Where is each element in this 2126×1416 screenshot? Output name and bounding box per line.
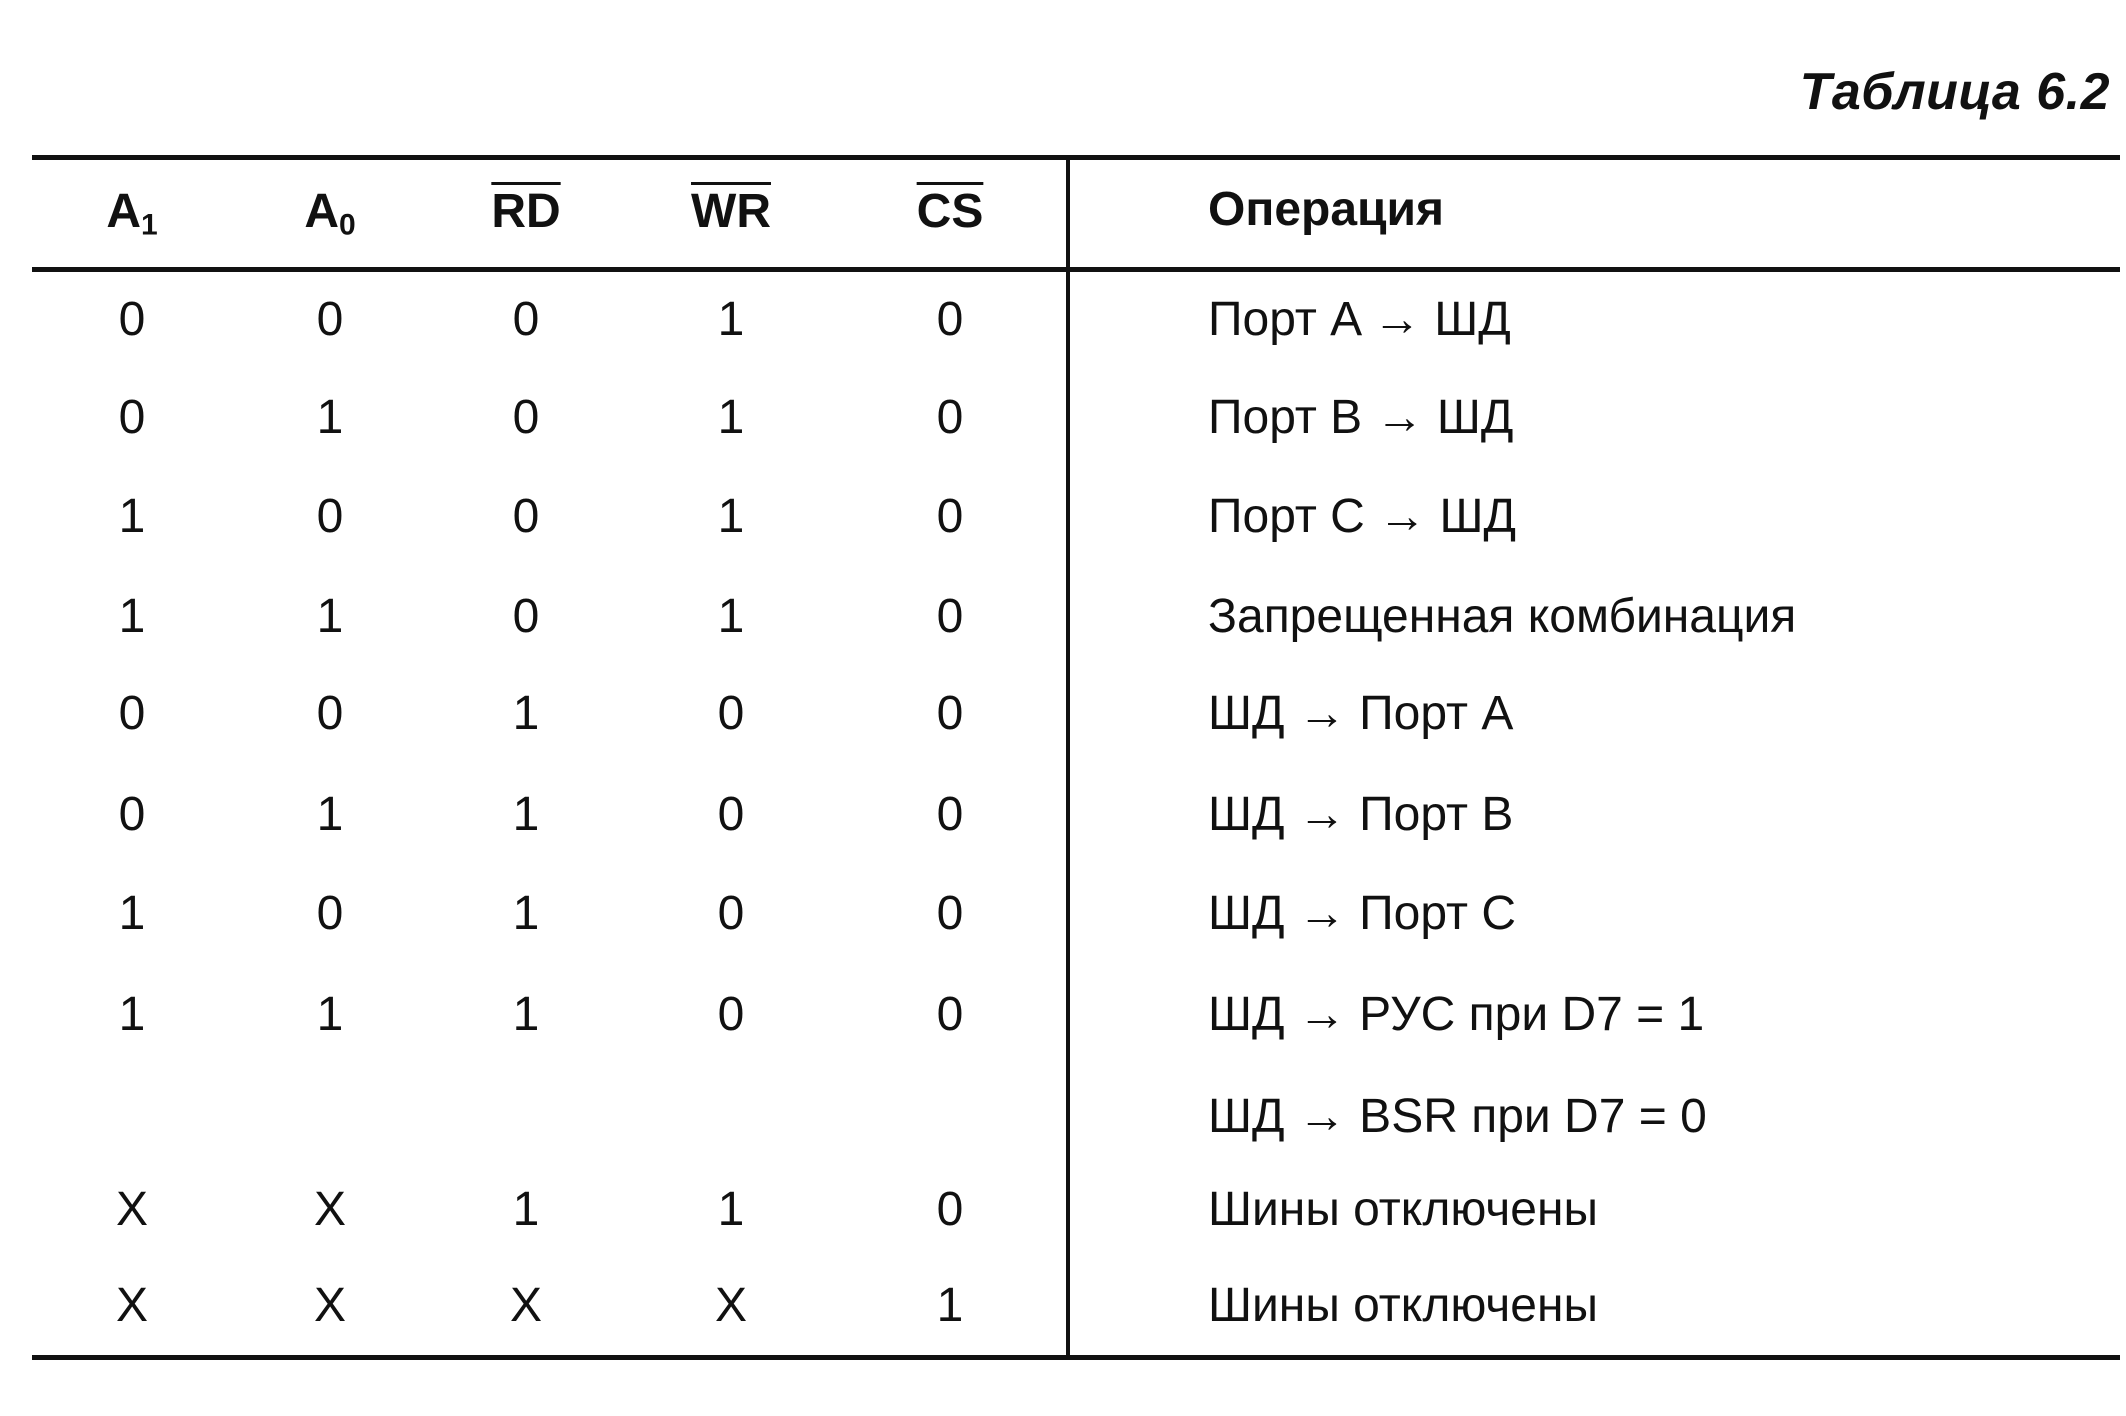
cell-operation: Запрещенная комбинация xyxy=(1208,590,1797,643)
cell-cs: 0 xyxy=(936,1183,964,1236)
cell-wr: 1 xyxy=(717,590,745,643)
cell-a1: 0 xyxy=(118,293,146,346)
cell-a0: 1 xyxy=(316,590,344,643)
header-a1: $A_1$ xyxy=(106,185,158,242)
cell-a0: 0 xyxy=(316,687,344,740)
header-a0: $A_0$ xyxy=(304,185,356,242)
cell-wr: 1 xyxy=(717,490,745,543)
cell-operation: Шины отключены xyxy=(1208,1183,1598,1236)
table-header-rule xyxy=(32,267,2120,272)
cell-operation: Порт A → ШД xyxy=(1208,293,1511,346)
cell-wr: X xyxy=(714,1279,748,1332)
cell-a0: X xyxy=(313,1183,347,1236)
cell-a1: 0 xyxy=(118,687,146,740)
cell-cs: 0 xyxy=(936,687,964,740)
cell-a0: 1 xyxy=(316,988,344,1041)
cell-wr: 1 xyxy=(717,293,745,346)
cell-cs: 0 xyxy=(936,293,964,346)
cell-a1: 1 xyxy=(118,490,146,543)
cell-rd: 1 xyxy=(512,887,540,940)
cell-cs: 0 xyxy=(936,988,964,1041)
cell-rd: 0 xyxy=(512,590,540,643)
cell-cs: 0 xyxy=(936,590,964,643)
cell-rd: 0 xyxy=(512,490,540,543)
cell-cs: 0 xyxy=(936,887,964,940)
header-operation: Операция xyxy=(1208,183,1445,236)
cell-a0: X xyxy=(313,1279,347,1332)
cell-rd: 1 xyxy=(512,687,540,740)
table-caption: Таблица 6.2 xyxy=(1799,63,2110,121)
cell-rd: 1 xyxy=(512,788,540,841)
cell-a0: 0 xyxy=(316,887,344,940)
cell-operation: Порт C → ШД xyxy=(1208,490,1516,543)
cell-a0: 0 xyxy=(316,293,344,346)
cell-a1: 1 xyxy=(118,590,146,643)
cell-operation: ШД → Порт C xyxy=(1208,887,1516,940)
cell-rd: 0 xyxy=(512,391,540,444)
cell-a1: 1 xyxy=(118,887,146,940)
cell-a0: 0 xyxy=(316,490,344,543)
header-cs: $\overline{CS}$ xyxy=(916,185,984,238)
cell-wr: 0 xyxy=(717,887,745,940)
table-column-divider xyxy=(1066,155,1070,1360)
cell-operation: ШД → Порт A xyxy=(1208,687,1514,740)
cell-wr: 0 xyxy=(717,788,745,841)
cell-a1: X xyxy=(115,1279,149,1332)
cell-cs: 0 xyxy=(936,490,964,543)
header-wr: $\overline{WR}$ xyxy=(691,185,771,238)
cell-a0: 1 xyxy=(316,788,344,841)
cell-a1: 0 xyxy=(118,788,146,841)
cell-operation: Шины отключены xyxy=(1208,1279,1598,1332)
cell-operation: ШД → РУС при D7 = 1 xyxy=(1208,988,1705,1041)
cell-a1: 1 xyxy=(118,988,146,1041)
cell-wr: 0 xyxy=(717,988,745,1041)
cell-operation: Порт B → ШД xyxy=(1208,391,1514,444)
cell-a1: X xyxy=(115,1183,149,1236)
cell-rd: 0 xyxy=(512,293,540,346)
table-top-rule xyxy=(32,155,2120,160)
cell-rd: X xyxy=(509,1279,543,1332)
cell-operation: ШД → BSR при D7 = 0 xyxy=(1208,1090,1707,1143)
cell-a1: 0 xyxy=(118,391,146,444)
cell-cs: 0 xyxy=(936,788,964,841)
cell-rd: 1 xyxy=(512,1183,540,1236)
cell-wr: 1 xyxy=(717,391,745,444)
cell-wr: 1 xyxy=(717,1183,745,1236)
cell-operation: ШД → Порт B xyxy=(1208,788,1514,841)
header-rd: $\overline{RD}$ xyxy=(491,185,561,238)
cell-cs: 1 xyxy=(936,1279,964,1332)
cell-a0: 1 xyxy=(316,391,344,444)
cell-cs: 0 xyxy=(936,391,964,444)
table-bottom-rule xyxy=(32,1355,2120,1360)
cell-wr: 0 xyxy=(717,687,745,740)
cell-rd: 1 xyxy=(512,988,540,1041)
